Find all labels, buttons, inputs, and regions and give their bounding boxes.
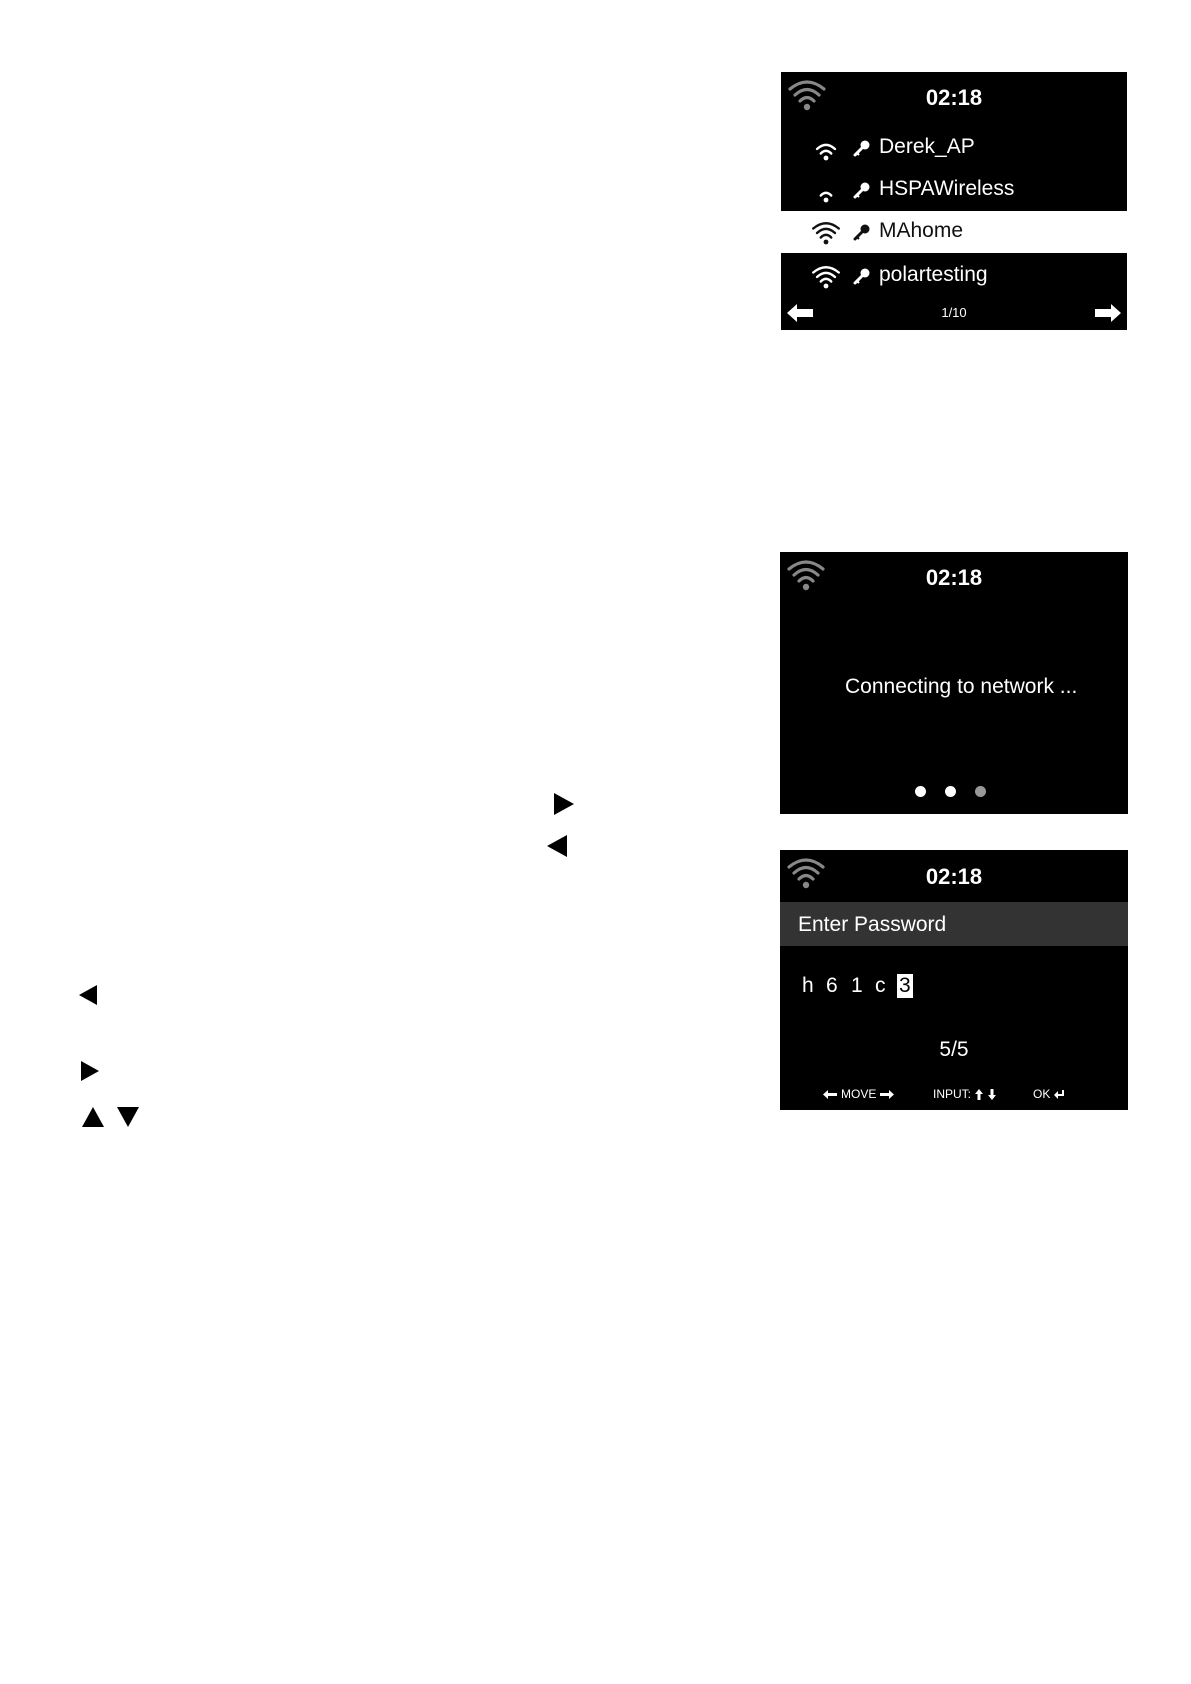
network-item-polartesting[interactable] xyxy=(781,255,1127,297)
password-count: 5/5 xyxy=(939,1038,969,1061)
key-icon xyxy=(853,181,871,199)
wifi-icon xyxy=(811,264,841,290)
move-label: MOVE xyxy=(841,1087,877,1101)
network-ssid: HSPAWireless xyxy=(879,177,1015,200)
network-ssid: polartesting xyxy=(879,263,988,286)
password-char[interactable]: c xyxy=(875,974,886,997)
password-char[interactable]: h xyxy=(802,974,814,997)
page-indicator: 1/10 xyxy=(941,305,967,320)
ok-label: OK xyxy=(1033,1087,1051,1101)
connecting-screen xyxy=(780,552,1128,814)
progress-dot xyxy=(975,786,986,797)
clock: 02:18 xyxy=(925,864,983,889)
wifi-icon xyxy=(811,220,841,246)
arrow-right-icon xyxy=(879,1089,895,1100)
network-item-mahome[interactable] xyxy=(781,211,1127,253)
wifi-icon xyxy=(811,136,841,162)
key-icon xyxy=(853,267,871,285)
input-hint xyxy=(933,1087,997,1101)
password-cursor-char[interactable]: 3 xyxy=(899,974,911,997)
arrow-right-icon[interactable] xyxy=(1093,302,1123,324)
play-left-icon xyxy=(78,984,98,1006)
wifi-icon xyxy=(811,178,841,204)
password-char[interactable]: 6 xyxy=(826,974,838,997)
password-char[interactable]: 1 xyxy=(851,974,863,997)
password-header xyxy=(780,902,1128,946)
network-item-derek-ap[interactable] xyxy=(781,127,1127,169)
arrow-up-icon xyxy=(974,1088,984,1101)
play-left-icon xyxy=(546,834,568,858)
triangle-up-icon xyxy=(81,1106,105,1128)
play-right-icon xyxy=(80,1060,100,1082)
enter-icon xyxy=(1053,1089,1065,1100)
progress-dot xyxy=(915,786,926,797)
move-hint xyxy=(822,1087,895,1101)
arrow-down-icon xyxy=(987,1088,997,1101)
password-title: Enter Password xyxy=(798,913,947,936)
ok-hint xyxy=(1033,1087,1065,1101)
arrow-left-icon xyxy=(822,1089,838,1100)
network-list-screen xyxy=(781,72,1127,330)
clock: 02:18 xyxy=(925,565,983,590)
key-icon xyxy=(853,139,871,157)
triangle-down-icon xyxy=(116,1106,140,1128)
network-ssid: Derek_AP xyxy=(879,135,975,158)
play-right-icon xyxy=(553,792,575,816)
key-icon xyxy=(853,223,871,241)
network-ssid: MAhome xyxy=(879,219,964,242)
input-label: INPUT: xyxy=(933,1087,972,1101)
progress-dot xyxy=(945,786,956,797)
connecting-message: Connecting to network ... xyxy=(845,675,1078,698)
password-screen xyxy=(780,850,1128,1110)
network-item-hspawireless[interactable] xyxy=(781,169,1127,211)
clock: 02:18 xyxy=(925,85,983,110)
